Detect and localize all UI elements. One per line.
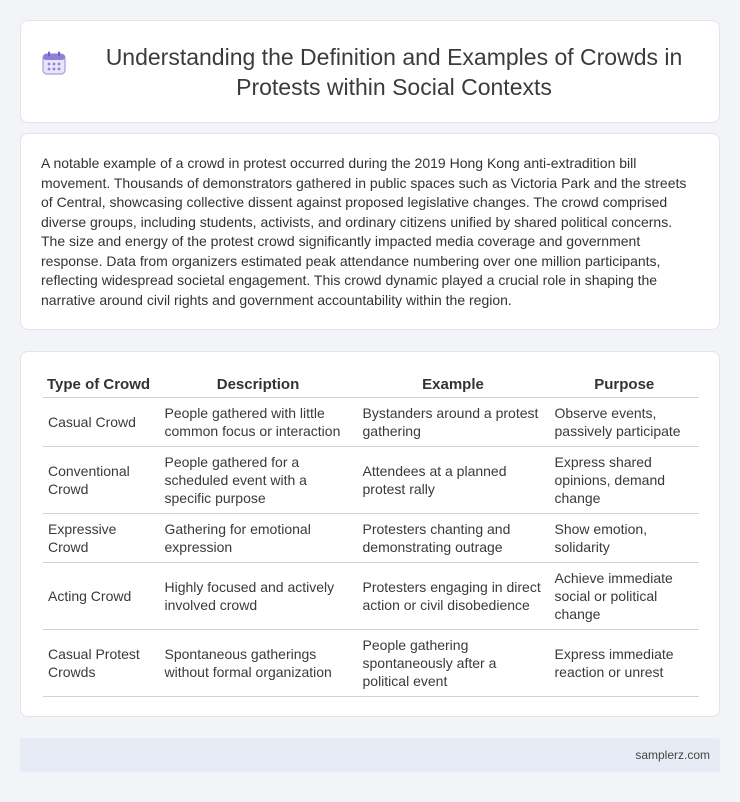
table-row (43, 629, 699, 696)
table-cell: Spontaneous gatherings without formal organization (159, 629, 357, 696)
footer-site-link[interactable]: samplerz.com (635, 748, 710, 762)
table-cell: Show emotion, solidarity (549, 513, 699, 562)
article-paragraph: A notable example of a crowd in protest occurred during the 2019 Hong Kong anti-extradition bill movement. Thousands of demonstrators gathered in public spaces such as Victoria Park and the streets of Central, showcasing collective dissent against proposed legislative changes. The crowd comprised diverse groups, including students, activists, and ordinary citizens unified by shared political concerns. The size and energy of the protest crowd significantly impacted media coverage and government response. Data from organizers estimated peak attendance numbering over one million participants, reflecting widespread societal engagement. This crowd dynamic played a crucial role in shaping the narrative around civil rights and government accountability within the region. (41, 155, 687, 308)
table-row (43, 562, 699, 629)
table-cell: Achieve immediate social or political change (549, 562, 699, 629)
column-header: Example (357, 372, 549, 397)
table-cell: People gathering spontaneously after a political event (357, 629, 549, 696)
table-cell: People gathered with little common focus or interaction (159, 397, 357, 446)
calendar-icon (41, 63, 89, 81)
table-cell: Observe events, passively participate (549, 397, 699, 446)
table-cell: Expressive Crowd (43, 513, 159, 562)
table-row (43, 397, 699, 446)
table-cell: People gathered for a scheduled event with a specific purpose (159, 446, 357, 513)
table-cell: Conventional Crowd (43, 446, 159, 513)
table-cell: Acting Crowd (43, 562, 159, 629)
column-header: Purpose (549, 372, 699, 397)
table-cell: Protesters engaging in direct action or civil disobedience (357, 562, 549, 629)
table-cell: Casual Protest Crowds (43, 629, 159, 696)
table-card (20, 351, 720, 717)
column-header: Type of Crowd (43, 372, 159, 397)
table-header-row (43, 372, 699, 397)
table-cell: Casual Crowd (43, 397, 159, 446)
article-card (20, 133, 720, 330)
crowd-types-table (43, 372, 699, 697)
table-cell: Express immediate reaction or unrest (549, 629, 699, 696)
footer-bar (20, 738, 720, 772)
table-cell: Protesters chanting and demonstrating outrage (357, 513, 549, 562)
table-row (43, 446, 699, 513)
table-cell: Highly focused and actively involved crowd (159, 562, 357, 629)
table-cell: Gathering for emotional expression (159, 513, 357, 562)
table-cell: Attendees at a planned protest rally (357, 446, 549, 513)
header-card (20, 20, 720, 123)
column-header: Description (159, 372, 357, 397)
table-row (43, 513, 699, 562)
table-cell: Bystanders around a protest gathering (357, 397, 549, 446)
page-title: Understanding the Definition and Examples of Crowds in Protests within Social Contexts (105, 43, 683, 100)
table-cell: Express shared opinions, demand change (549, 446, 699, 513)
